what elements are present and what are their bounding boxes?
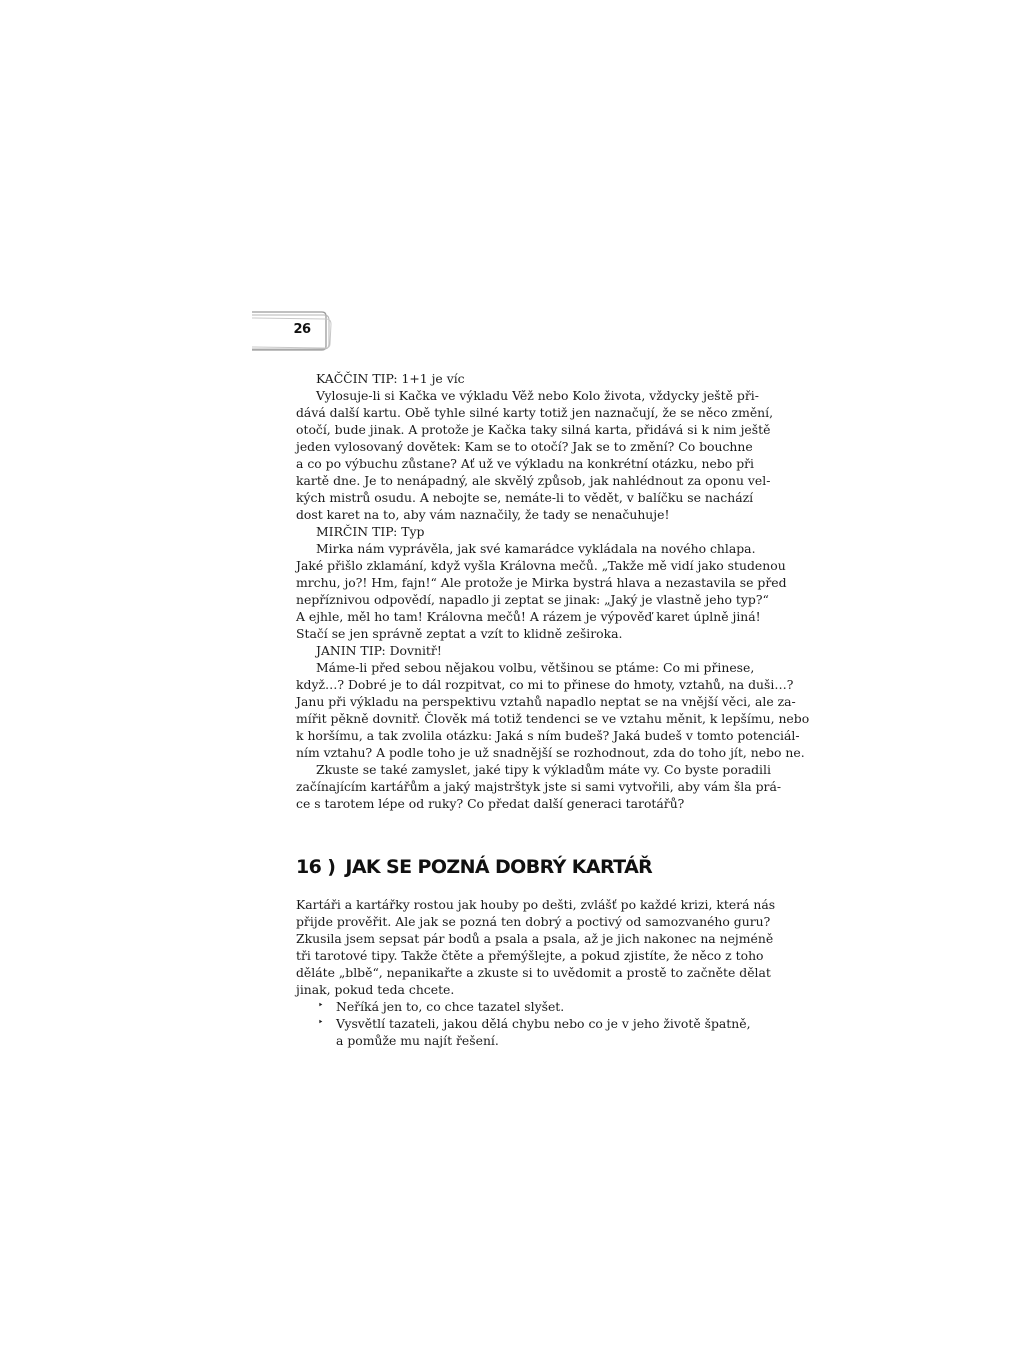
- text-line: začínajícím kartářům a jaký majstrštyk jste si sami vytvořili, aby vám šla prá-: [296, 779, 782, 794]
- bullet-icon: ‣: [318, 1018, 324, 1028]
- tips-text-block: [296, 370, 810, 812]
- text-line: A ejhle, měl ho tam! Královna mečů! A rázem je výpověď karet úplně jiná!: [296, 609, 761, 624]
- section-text-block: [296, 896, 776, 1049]
- text-line: Máme-li před sebou nějakou volbu, většinou se ptáme: Co mi přinese,: [316, 660, 755, 675]
- text-line: mrchu, jo?! Hm, fajn!“ Ale protože je Mirka bystrá hlava a nezastavila se před: [296, 575, 787, 590]
- text-line: KAČČIN TIP: 1+1 je víc: [316, 371, 465, 386]
- text-line: kartě dne. Je to nenápadný, ale skvělý způsob, jak nahlédnout za oponu vel-: [296, 473, 771, 488]
- text-line: Zkuste se také zamyslet, jaké tipy k výkladům máte vy. Co byste poradili: [316, 762, 771, 777]
- text-line: nepříznivou odpovědí, napadlo ji zeptat se jinak: „Jaký je vlastně jeho typ?“: [296, 592, 769, 607]
- page-number: 26: [293, 322, 311, 337]
- text-line: tři tarotové tipy. Takže čtěte a přemýšlejte, a pokud zjistíte, že něco z toho: [296, 948, 764, 963]
- text-line: ce s tarotem lépe od ruky? Co předat další generaci tarotářů?: [296, 796, 685, 811]
- text-line: přijde prověřit. Ale jak se pozná ten dobrý a poctivý od samozvaného guru?: [296, 914, 771, 929]
- text-line: MIRČIN TIP: Typ: [316, 524, 425, 539]
- section-number: 16 ): [296, 856, 336, 878]
- bullet-text: Neříká jen to, co chce tazatel slyšet.: [336, 999, 565, 1014]
- text-line: a co po výbuchu zůstane? Ať už ve výkladu na konkrétní otázku, nebo při: [296, 456, 755, 471]
- text-line: Janu při výkladu na perspektivu vztahů napadlo neptat se na vnější věci, ale za-: [296, 694, 796, 709]
- text-line: jeden vylosovaný dovětek: Kam se to otočí? Jak se to změní? Co bouchne: [296, 439, 753, 454]
- text-line: mířit pěkně dovnitř. Člověk má totiž tendenci se ve vztahu měnit, k lepšímu, nebo: [296, 711, 810, 726]
- text-line: JANIN TIP: Dovnitř!: [316, 643, 442, 658]
- bullet-item: [296, 1032, 728, 1049]
- text-line: dává další kartu. Obě tyhle silné karty totiž jen naznačují, že se něco změní,: [296, 405, 774, 420]
- text-line: děláte „blbě“, nepanikařte a zkuste si to uvědomit a prostě to začněte dělat: [296, 965, 771, 980]
- text-line: Zkusila jsem sepsat pár bodů a psala a psala, až je jich nakonec na nejméně: [296, 931, 774, 946]
- text-line: když…? Dobré je to dál rozpitvat, co mi to přinese do hmoty, vztahů, na duši…?: [296, 677, 794, 692]
- text-line: otočí, bude jinak. A protože je Kačka taky silná karta, přidává si k nim ještě: [296, 422, 771, 437]
- section-heading: [296, 853, 728, 881]
- page-number-tab: [252, 310, 332, 352]
- text-line: Vylosuje-li si Kačka ve výkladu Věž nebo Kolo života, vždycky ještě při-: [316, 388, 759, 403]
- text-line: Mirka nám vyprávěla, jak své kamarádce vykládala na nového chlapa.: [316, 541, 756, 556]
- bullet-item: [296, 1015, 751, 1032]
- section-title: JAK SE POZNÁ DOBRÝ KARTÁŘ: [345, 856, 653, 878]
- text-line: Jaké přišlo zklamání, když vyšla Královna mečů. „Takže mě vidí jako studenou: [296, 558, 786, 573]
- text-line: jinak, pokud teda chcete.: [296, 982, 455, 997]
- text-line: Stačí se jen správně zeptat a vzít to klidně zeširoka.: [296, 626, 623, 641]
- text-line: Kartáři a kartářky rostou jak houby po dešti, zvlášť po každé krizi, která nás: [296, 897, 776, 912]
- text-line: k horšímu, a tak zvolila otázku: Jaká s ním budeš? Jaká budeš v tomto potenciál-: [296, 728, 800, 743]
- text-line: ním vztahu? A podle toho je už snadnější se rozhodnout, zda do toho jít, nebo ne.: [296, 745, 805, 760]
- bullet-icon: ‣: [318, 1001, 324, 1011]
- bullet-item: [296, 998, 728, 1015]
- text-line: dost karet na to, aby vám naznačily, že tady se nenačuhuje!: [296, 507, 670, 522]
- bullet-text: Vysvětlí tazateli, jakou dělá chybu nebo co je v jeho životě špatně,: [336, 1016, 751, 1031]
- bullet-text: a pomůže mu najít řešení.: [336, 1033, 499, 1048]
- text-line: kých mistrů osudu. A nebojte se, nemáte-li to vědět, v balíčku se nachází: [296, 490, 754, 505]
